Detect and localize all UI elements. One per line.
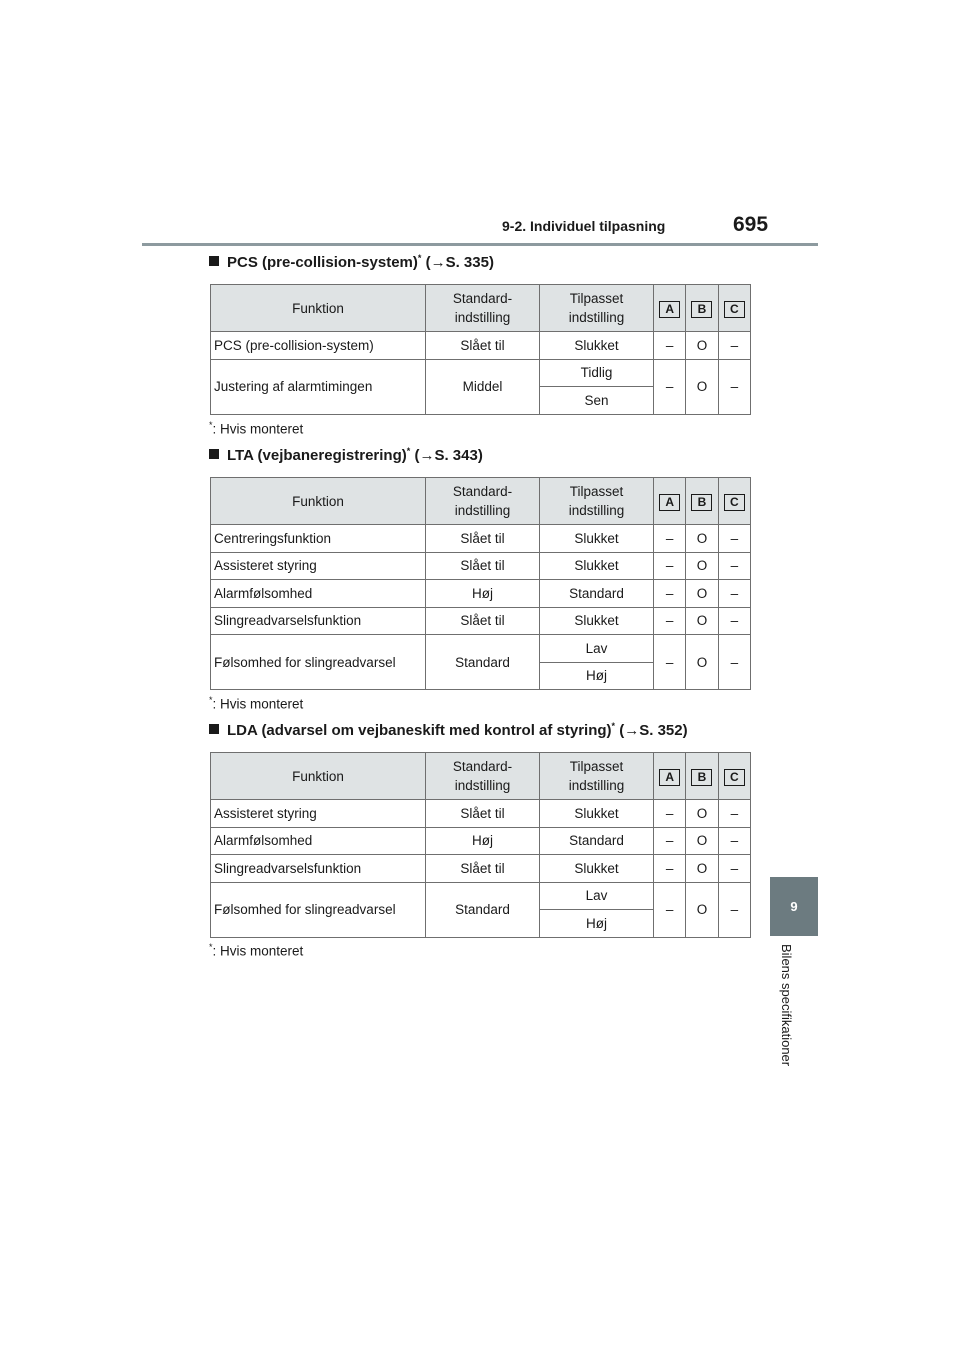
default-value: Høj <box>426 827 540 855</box>
chapter-tab-label: Bilens specifikationer <box>779 944 794 1067</box>
header-function: Funktion <box>211 478 426 525</box>
mode-b-value: O <box>686 827 718 855</box>
mode-b-value: O <box>686 552 718 580</box>
function-name: Centreringsfunktion <box>211 525 426 553</box>
table-row <box>211 855 751 883</box>
settings-table <box>210 284 751 415</box>
section-heading: PCS (pre-collision-system)* (→S. 335) <box>209 253 494 271</box>
table-row <box>211 332 751 360</box>
custom-value: Sen <box>540 387 654 415</box>
footnote-mark: * <box>209 695 213 705</box>
mode-c-box: C <box>724 301 745 318</box>
footnote <box>209 942 303 959</box>
header-mode-b <box>686 478 718 525</box>
default-value: Slået til <box>426 525 540 553</box>
page-reference[interactable]: S. 335 <box>445 254 489 271</box>
header-mode-c <box>718 285 750 332</box>
settings-table <box>210 752 751 938</box>
section-title: PCS (pre-collision-system) <box>227 254 418 271</box>
table-row <box>211 607 751 635</box>
mode-b-value: O <box>686 855 718 883</box>
custom-value: Slukket <box>540 607 654 635</box>
mode-b-box: B <box>691 301 712 318</box>
mode-c-box: C <box>724 769 745 786</box>
header-mode-b <box>686 753 718 800</box>
header-mode-a <box>654 285 686 332</box>
default-value: Slået til <box>426 552 540 580</box>
mode-a-box: A <box>659 494 680 511</box>
section-heading: LDA (advarsel om vejbaneskift med kontrol af styring)* (→S. 352) <box>209 721 688 739</box>
custom-value: Standard <box>540 580 654 608</box>
default-value: Standard <box>426 882 540 937</box>
section-title: LDA (advarsel om vejbaneskift med kontrol af styring) <box>227 722 612 739</box>
table-row <box>211 882 751 910</box>
custom-value: Tidlig <box>540 359 654 387</box>
custom-value: Lav <box>540 635 654 663</box>
mode-b-box: B <box>691 769 712 786</box>
mode-a-value: – <box>654 607 686 635</box>
chapter-tab <box>770 877 818 936</box>
header-function: Funktion <box>211 285 426 332</box>
custom-value: Slukket <box>540 855 654 883</box>
default-value: Høj <box>426 580 540 608</box>
section-title: LTA (vejbaneregistrering) <box>227 447 407 464</box>
arrow-icon: → <box>624 722 640 739</box>
header-custom-setting: Tilpasset indstilling <box>540 478 654 525</box>
function-name: Alarmfølsomhed <box>211 827 426 855</box>
table-row <box>211 525 751 553</box>
custom-value: Slukket <box>540 552 654 580</box>
mode-c-value: – <box>718 359 750 414</box>
mode-a-box: A <box>659 301 680 318</box>
mode-c-value: – <box>718 827 750 855</box>
custom-value: Slukket <box>540 525 654 553</box>
header-default-setting: Standard- indstilling <box>426 285 540 332</box>
chapter-tab-number: 9 <box>790 899 798 914</box>
mode-b-value: O <box>686 332 718 360</box>
mode-b-box: B <box>691 494 712 511</box>
mode-a-value: – <box>654 332 686 360</box>
mode-a-value: – <box>654 635 686 690</box>
square-bullet-icon <box>209 724 219 734</box>
default-value: Middel <box>426 359 540 414</box>
mode-a-value: – <box>654 580 686 608</box>
header-custom-setting: Tilpasset indstilling <box>540 285 654 332</box>
footnote-text: : Hvis monteret <box>212 943 304 959</box>
custom-value: Høj <box>540 662 654 690</box>
custom-value: Standard <box>540 827 654 855</box>
mode-c-value: – <box>718 525 750 553</box>
footnote <box>209 695 303 712</box>
mode-a-value: – <box>654 525 686 553</box>
mode-c-box: C <box>724 494 745 511</box>
default-value: Slået til <box>426 607 540 635</box>
mode-a-value: – <box>654 552 686 580</box>
footnote-mark: * <box>417 253 422 263</box>
arrow-icon: → <box>430 254 446 271</box>
table-row <box>211 359 751 387</box>
table-row <box>211 580 751 608</box>
header-mode-a <box>654 478 686 525</box>
arrow-icon: → <box>419 447 435 464</box>
mode-b-value: O <box>686 580 718 608</box>
mode-c-value: – <box>718 332 750 360</box>
mode-b-value: O <box>686 882 718 937</box>
section-heading: LTA (vejbaneregistrering)* (→S. 343) <box>209 446 483 464</box>
mode-b-value: O <box>686 525 718 553</box>
custom-value: Høj <box>540 910 654 938</box>
mode-b-value: O <box>686 359 718 414</box>
default-value: Slået til <box>426 800 540 828</box>
footnote-text: : Hvis monteret <box>212 696 304 712</box>
header-mode-b <box>686 285 718 332</box>
function-name: Justering af alarmtimingen <box>211 359 426 414</box>
function-name: Følsomhed for slingreadvarsel <box>211 635 426 690</box>
mode-a-box: A <box>659 769 680 786</box>
custom-value: Slukket <box>540 332 654 360</box>
function-name: Slingreadvarselsfunktion <box>211 607 426 635</box>
mode-c-value: – <box>718 800 750 828</box>
page-reference[interactable]: S. 352 <box>639 722 683 739</box>
mode-c-value: – <box>718 552 750 580</box>
function-name: Følsomhed for slingreadvarsel <box>211 882 426 937</box>
mode-b-value: O <box>686 635 718 690</box>
mode-c-value: – <box>718 607 750 635</box>
default-value: Standard <box>426 635 540 690</box>
custom-value: Lav <box>540 882 654 910</box>
table-row <box>211 800 751 828</box>
function-name: Assisteret styring <box>211 552 426 580</box>
mode-b-value: O <box>686 607 718 635</box>
default-value: Slået til <box>426 332 540 360</box>
header-default-setting: Standard- indstilling <box>426 753 540 800</box>
mode-c-value: – <box>718 882 750 937</box>
mode-c-value: – <box>718 580 750 608</box>
mode-a-value: – <box>654 827 686 855</box>
table-row <box>211 552 751 580</box>
header-function: Funktion <box>211 753 426 800</box>
footnote-mark: * <box>611 721 616 731</box>
footnote-text: : Hvis monteret <box>212 421 304 437</box>
header-mode-a <box>654 753 686 800</box>
function-name: PCS (pre-collision-system) <box>211 332 426 360</box>
mode-a-value: – <box>654 359 686 414</box>
table-row <box>211 827 751 855</box>
function-name: Slingreadvarselsfunktion <box>211 855 426 883</box>
footnote <box>209 420 303 437</box>
header-mode-c <box>718 478 750 525</box>
mode-c-value: – <box>718 855 750 883</box>
header-mode-c <box>718 753 750 800</box>
mode-a-value: – <box>654 800 686 828</box>
footnote-mark: * <box>209 942 213 952</box>
function-name: Assisteret styring <box>211 800 426 828</box>
table-header-row <box>211 753 751 800</box>
mode-c-value: – <box>718 635 750 690</box>
mode-b-value: O <box>686 800 718 828</box>
mode-a-value: – <box>654 855 686 883</box>
page-number: 695 <box>733 213 769 236</box>
settings-table <box>210 477 751 690</box>
default-value: Slået til <box>426 855 540 883</box>
table-row <box>211 635 751 663</box>
footnote-mark: * <box>209 420 213 430</box>
header-custom-setting: Tilpasset indstilling <box>540 753 654 800</box>
mode-a-value: – <box>654 882 686 937</box>
header-default-setting: Standard- indstilling <box>426 478 540 525</box>
function-name: Alarmfølsomhed <box>211 580 426 608</box>
square-bullet-icon <box>209 256 219 266</box>
custom-value: Slukket <box>540 800 654 828</box>
table-header-row <box>211 478 751 525</box>
header-divider <box>142 243 818 246</box>
chapter-heading: 9-2. Individuel tilpasning <box>502 218 666 234</box>
square-bullet-icon <box>209 449 219 459</box>
footnote-mark: * <box>406 446 411 456</box>
page-reference[interactable]: S. 343 <box>434 447 478 464</box>
table-header-row <box>211 285 751 332</box>
